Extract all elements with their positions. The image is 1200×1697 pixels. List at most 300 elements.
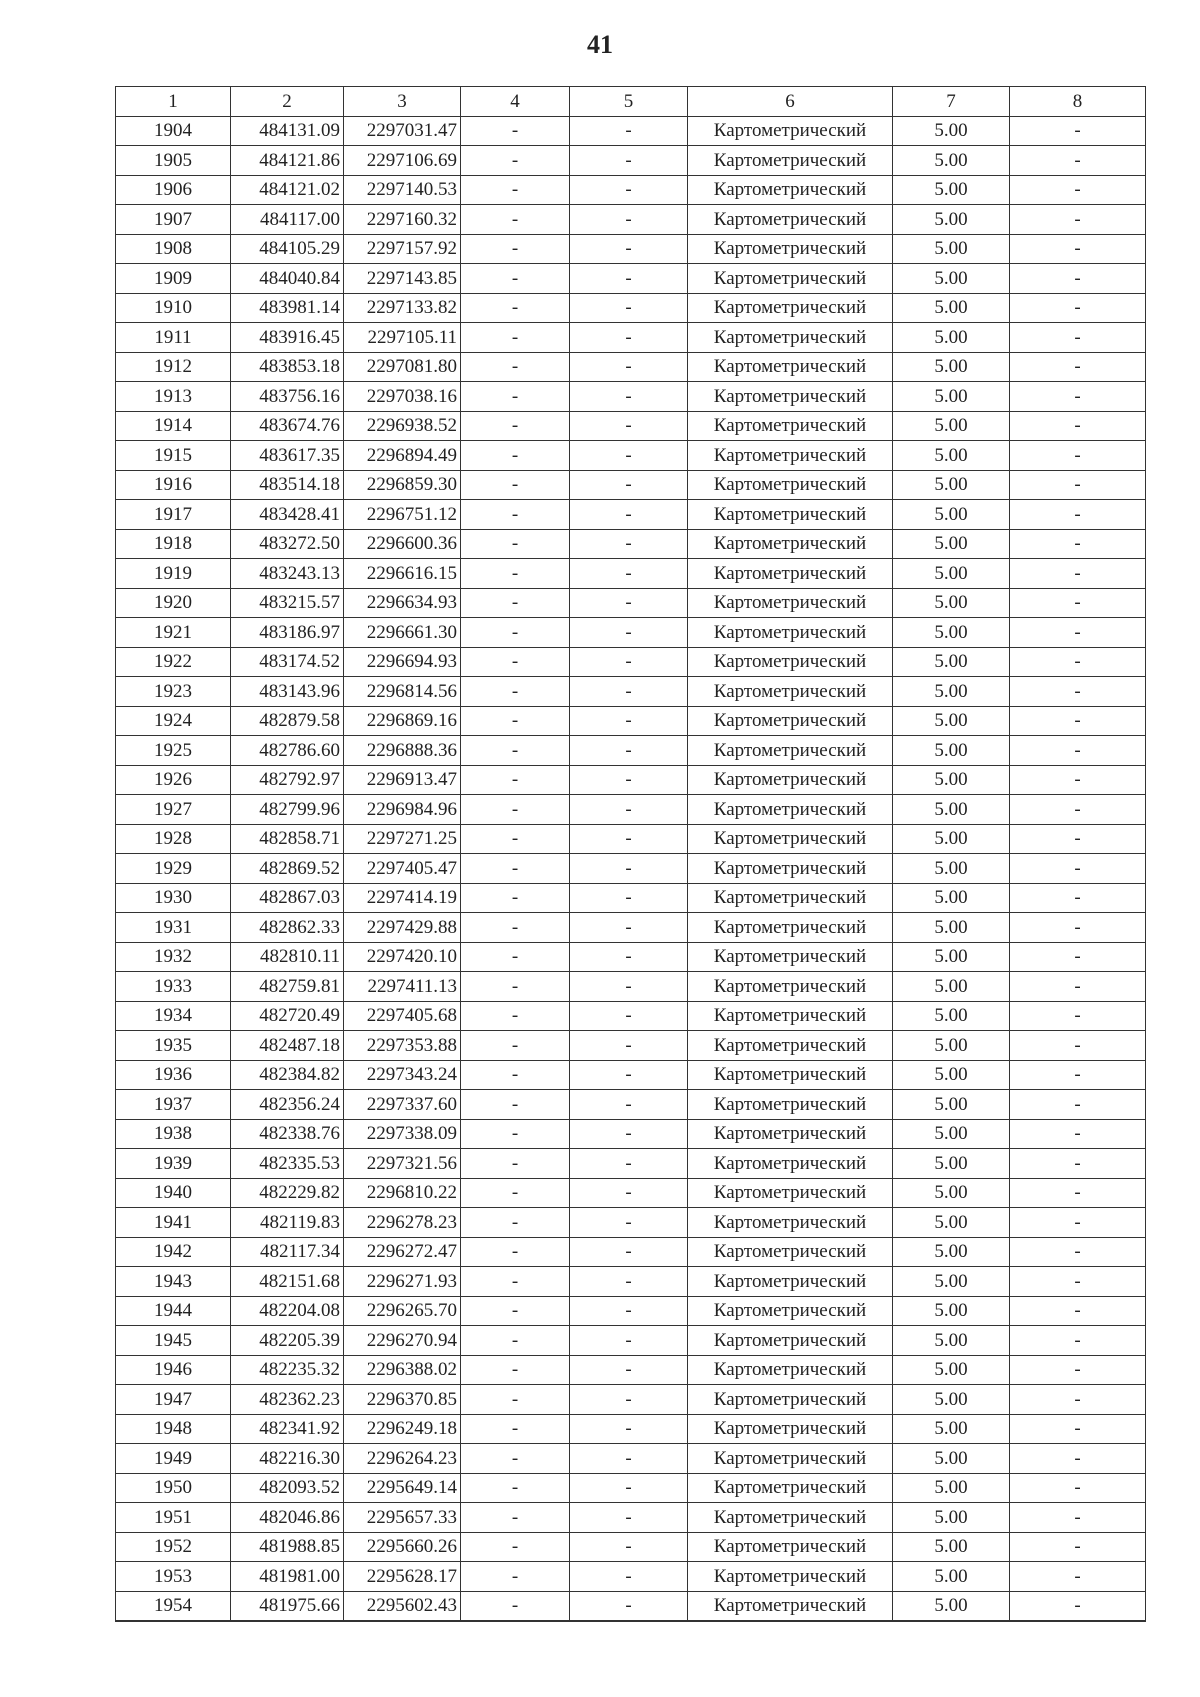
table-row xyxy=(116,1060,1146,1090)
table-row xyxy=(116,1149,1146,1179)
accuracy-cell: 5.00 xyxy=(893,500,1010,530)
accuracy-cell: 5.00 xyxy=(893,913,1010,943)
column-5-cell: - xyxy=(570,1267,688,1297)
method-cell: Картометрический xyxy=(688,205,893,235)
x-coordinate-cell: 483674.76 xyxy=(231,411,344,441)
y-coordinate-cell: 2297105.11 xyxy=(344,323,461,353)
method-cell: Картометрический xyxy=(688,942,893,972)
point-number-cell: 1911 xyxy=(116,323,231,353)
column-4-cell: - xyxy=(461,293,570,323)
column-8-cell: - xyxy=(1010,411,1146,441)
x-coordinate-cell: 482869.52 xyxy=(231,854,344,884)
accuracy-cell: 5.00 xyxy=(893,116,1010,146)
y-coordinate-cell: 2296661.30 xyxy=(344,618,461,648)
point-number-cell: 1937 xyxy=(116,1090,231,1120)
column-8-cell: - xyxy=(1010,441,1146,471)
x-coordinate-cell: 481981.00 xyxy=(231,1562,344,1592)
point-number-cell: 1936 xyxy=(116,1060,231,1090)
column-4-cell: - xyxy=(461,736,570,766)
x-coordinate-cell: 484040.84 xyxy=(231,264,344,294)
column-5-cell: - xyxy=(570,352,688,382)
column-4-cell: - xyxy=(461,854,570,884)
point-number-cell: 1904 xyxy=(116,116,231,146)
column-4-cell: - xyxy=(461,1237,570,1267)
table-row xyxy=(116,470,1146,500)
x-coordinate-cell: 482867.03 xyxy=(231,883,344,913)
column-5-cell: - xyxy=(570,824,688,854)
table-row xyxy=(116,677,1146,707)
accuracy-cell: 5.00 xyxy=(893,323,1010,353)
x-coordinate-cell: 483243.13 xyxy=(231,559,344,589)
x-coordinate-cell: 482792.97 xyxy=(231,765,344,795)
point-number-cell: 1926 xyxy=(116,765,231,795)
point-number-cell: 1920 xyxy=(116,588,231,618)
method-cell: Картометрический xyxy=(688,1208,893,1238)
column-8-cell: - xyxy=(1010,1060,1146,1090)
point-number-cell: 1944 xyxy=(116,1296,231,1326)
column-8-cell: - xyxy=(1010,1237,1146,1267)
accuracy-cell: 5.00 xyxy=(893,1591,1010,1621)
column-5-cell: - xyxy=(570,441,688,471)
point-number-cell: 1905 xyxy=(116,146,231,176)
method-cell: Картометрический xyxy=(688,1414,893,1444)
method-cell: Картометрический xyxy=(688,323,893,353)
table-row xyxy=(116,1326,1146,1356)
accuracy-cell: 5.00 xyxy=(893,706,1010,736)
table-row xyxy=(116,116,1146,146)
method-cell: Картометрический xyxy=(688,175,893,205)
x-coordinate-cell: 483981.14 xyxy=(231,293,344,323)
x-coordinate-cell: 482335.53 xyxy=(231,1149,344,1179)
table-row xyxy=(116,411,1146,441)
method-cell: Картометрический xyxy=(688,382,893,412)
method-cell: Картометрический xyxy=(688,1355,893,1385)
column-header: 4 xyxy=(461,87,570,117)
method-cell: Картометрический xyxy=(688,1562,893,1592)
column-5-cell: - xyxy=(570,529,688,559)
point-number-cell: 1950 xyxy=(116,1473,231,1503)
table-row xyxy=(116,588,1146,618)
method-cell: Картометрический xyxy=(688,1149,893,1179)
method-cell: Картометрический xyxy=(688,529,893,559)
column-8-cell: - xyxy=(1010,883,1146,913)
column-5-cell: - xyxy=(570,883,688,913)
column-8-cell: - xyxy=(1010,795,1146,825)
column-8-cell: - xyxy=(1010,529,1146,559)
column-5-cell: - xyxy=(570,116,688,146)
method-cell: Картометрический xyxy=(688,883,893,913)
column-8-cell: - xyxy=(1010,1149,1146,1179)
column-4-cell: - xyxy=(461,1267,570,1297)
column-5-cell: - xyxy=(570,264,688,294)
table-row xyxy=(116,706,1146,736)
accuracy-cell: 5.00 xyxy=(893,352,1010,382)
accuracy-cell: 5.00 xyxy=(893,529,1010,559)
y-coordinate-cell: 2296751.12 xyxy=(344,500,461,530)
column-8-cell: - xyxy=(1010,618,1146,648)
column-header: 8 xyxy=(1010,87,1146,117)
column-5-cell: - xyxy=(570,854,688,884)
column-4-cell: - xyxy=(461,1562,570,1592)
y-coordinate-cell: 2296278.23 xyxy=(344,1208,461,1238)
x-coordinate-cell: 482799.96 xyxy=(231,795,344,825)
column-8-cell: - xyxy=(1010,972,1146,1002)
x-coordinate-cell: 484105.29 xyxy=(231,234,344,264)
x-coordinate-cell: 482341.92 xyxy=(231,1414,344,1444)
column-4-cell: - xyxy=(461,264,570,294)
column-4-cell: - xyxy=(461,1503,570,1533)
table-row xyxy=(116,293,1146,323)
column-4-cell: - xyxy=(461,883,570,913)
y-coordinate-cell: 2297140.53 xyxy=(344,175,461,205)
column-4-cell: - xyxy=(461,146,570,176)
point-number-cell: 1952 xyxy=(116,1532,231,1562)
point-number-cell: 1947 xyxy=(116,1385,231,1415)
x-coordinate-cell: 482356.24 xyxy=(231,1090,344,1120)
column-8-cell: - xyxy=(1010,234,1146,264)
method-cell: Картометрический xyxy=(688,854,893,884)
x-coordinate-cell: 481988.85 xyxy=(231,1532,344,1562)
column-4-cell: - xyxy=(461,1031,570,1061)
table-row xyxy=(116,1503,1146,1533)
point-number-cell: 1907 xyxy=(116,205,231,235)
method-cell: Картометрический xyxy=(688,500,893,530)
column-8-cell: - xyxy=(1010,1326,1146,1356)
y-coordinate-cell: 2296984.96 xyxy=(344,795,461,825)
accuracy-cell: 5.00 xyxy=(893,1562,1010,1592)
column-8-cell: - xyxy=(1010,1090,1146,1120)
table-row xyxy=(116,618,1146,648)
column-5-cell: - xyxy=(570,942,688,972)
y-coordinate-cell: 2297343.24 xyxy=(344,1060,461,1090)
column-4-cell: - xyxy=(461,1060,570,1090)
column-4-cell: - xyxy=(461,1149,570,1179)
point-number-cell: 1912 xyxy=(116,352,231,382)
column-5-cell: - xyxy=(570,323,688,353)
column-4-cell: - xyxy=(461,1208,570,1238)
accuracy-cell: 5.00 xyxy=(893,175,1010,205)
x-coordinate-cell: 482338.76 xyxy=(231,1119,344,1149)
x-coordinate-cell: 482786.60 xyxy=(231,736,344,766)
column-5-cell: - xyxy=(570,1473,688,1503)
point-number-cell: 1917 xyxy=(116,500,231,530)
table-row xyxy=(116,942,1146,972)
accuracy-cell: 5.00 xyxy=(893,1414,1010,1444)
accuracy-cell: 5.00 xyxy=(893,411,1010,441)
column-8-cell: - xyxy=(1010,1562,1146,1592)
column-8-cell: - xyxy=(1010,824,1146,854)
y-coordinate-cell: 2295628.17 xyxy=(344,1562,461,1592)
column-4-cell: - xyxy=(461,913,570,943)
table-row xyxy=(116,883,1146,913)
y-coordinate-cell: 2297411.13 xyxy=(344,972,461,1002)
column-4-cell: - xyxy=(461,234,570,264)
table-row xyxy=(116,1473,1146,1503)
accuracy-cell: 5.00 xyxy=(893,1473,1010,1503)
column-4-cell: - xyxy=(461,677,570,707)
accuracy-cell: 5.00 xyxy=(893,972,1010,1002)
accuracy-cell: 5.00 xyxy=(893,146,1010,176)
table-row xyxy=(116,382,1146,412)
column-5-cell: - xyxy=(570,1090,688,1120)
y-coordinate-cell: 2297106.69 xyxy=(344,146,461,176)
column-5-cell: - xyxy=(570,382,688,412)
point-number-cell: 1948 xyxy=(116,1414,231,1444)
point-number-cell: 1922 xyxy=(116,647,231,677)
table-row xyxy=(116,1355,1146,1385)
column-5-cell: - xyxy=(570,234,688,264)
table-body xyxy=(116,87,1146,1622)
y-coordinate-cell: 2295657.33 xyxy=(344,1503,461,1533)
column-8-cell: - xyxy=(1010,765,1146,795)
column-8-cell: - xyxy=(1010,1001,1146,1031)
method-cell: Картометрический xyxy=(688,352,893,382)
method-cell: Картометрический xyxy=(688,1001,893,1031)
y-coordinate-cell: 2296270.94 xyxy=(344,1326,461,1356)
accuracy-cell: 5.00 xyxy=(893,1001,1010,1031)
column-8-cell: - xyxy=(1010,1267,1146,1297)
column-8-cell: - xyxy=(1010,175,1146,205)
column-5-cell: - xyxy=(570,1119,688,1149)
method-cell: Картометрический xyxy=(688,913,893,943)
x-coordinate-cell: 483174.52 xyxy=(231,647,344,677)
column-8-cell: - xyxy=(1010,500,1146,530)
x-coordinate-cell: 484121.02 xyxy=(231,175,344,205)
point-number-cell: 1915 xyxy=(116,441,231,471)
column-4-cell: - xyxy=(461,529,570,559)
column-5-cell: - xyxy=(570,1385,688,1415)
point-number-cell: 1939 xyxy=(116,1149,231,1179)
y-coordinate-cell: 2297353.88 xyxy=(344,1031,461,1061)
table-row xyxy=(116,824,1146,854)
column-8-cell: - xyxy=(1010,1178,1146,1208)
column-8-cell: - xyxy=(1010,293,1146,323)
column-4-cell: - xyxy=(461,1355,570,1385)
accuracy-cell: 5.00 xyxy=(893,588,1010,618)
column-4-cell: - xyxy=(461,1414,570,1444)
point-number-cell: 1923 xyxy=(116,677,231,707)
column-8-cell: - xyxy=(1010,1532,1146,1562)
x-coordinate-cell: 482810.11 xyxy=(231,942,344,972)
y-coordinate-cell: 2297157.92 xyxy=(344,234,461,264)
table-row xyxy=(116,1208,1146,1238)
method-cell: Картометрический xyxy=(688,1267,893,1297)
column-4-cell: - xyxy=(461,942,570,972)
point-number-cell: 1929 xyxy=(116,854,231,884)
accuracy-cell: 5.00 xyxy=(893,1208,1010,1238)
column-5-cell: - xyxy=(570,765,688,795)
x-coordinate-cell: 482204.08 xyxy=(231,1296,344,1326)
x-coordinate-cell: 483272.50 xyxy=(231,529,344,559)
accuracy-cell: 5.00 xyxy=(893,795,1010,825)
column-4-cell: - xyxy=(461,1001,570,1031)
y-coordinate-cell: 2297143.85 xyxy=(344,264,461,294)
point-number-cell: 1935 xyxy=(116,1031,231,1061)
x-coordinate-cell: 483514.18 xyxy=(231,470,344,500)
method-cell: Картометрический xyxy=(688,765,893,795)
method-cell: Картометрический xyxy=(688,1119,893,1149)
column-8-cell: - xyxy=(1010,1473,1146,1503)
point-number-cell: 1909 xyxy=(116,264,231,294)
column-8-cell: - xyxy=(1010,146,1146,176)
column-4-cell: - xyxy=(461,411,570,441)
y-coordinate-cell: 2296938.52 xyxy=(344,411,461,441)
point-number-cell: 1906 xyxy=(116,175,231,205)
method-cell: Картометрический xyxy=(688,1326,893,1356)
accuracy-cell: 5.00 xyxy=(893,1355,1010,1385)
table-row xyxy=(116,795,1146,825)
y-coordinate-cell: 2296264.23 xyxy=(344,1444,461,1474)
accuracy-cell: 5.00 xyxy=(893,1237,1010,1267)
column-5-cell: - xyxy=(570,1178,688,1208)
point-number-cell: 1949 xyxy=(116,1444,231,1474)
column-8-cell: - xyxy=(1010,1296,1146,1326)
y-coordinate-cell: 2297337.60 xyxy=(344,1090,461,1120)
column-5-cell: - xyxy=(570,1208,688,1238)
x-coordinate-cell: 482093.52 xyxy=(231,1473,344,1503)
method-cell: Картометрический xyxy=(688,795,893,825)
accuracy-cell: 5.00 xyxy=(893,1267,1010,1297)
point-number-cell: 1919 xyxy=(116,559,231,589)
table-row xyxy=(116,972,1146,1002)
accuracy-cell: 5.00 xyxy=(893,1503,1010,1533)
table-row xyxy=(116,500,1146,530)
point-number-cell: 1933 xyxy=(116,972,231,1002)
method-cell: Картометрический xyxy=(688,736,893,766)
column-5-cell: - xyxy=(570,205,688,235)
column-4-cell: - xyxy=(461,1385,570,1415)
y-coordinate-cell: 2297405.47 xyxy=(344,854,461,884)
table-row xyxy=(116,146,1146,176)
accuracy-cell: 5.00 xyxy=(893,1532,1010,1562)
accuracy-cell: 5.00 xyxy=(893,1149,1010,1179)
column-8-cell: - xyxy=(1010,205,1146,235)
table-row xyxy=(116,736,1146,766)
point-number-cell: 1924 xyxy=(116,706,231,736)
y-coordinate-cell: 2296814.56 xyxy=(344,677,461,707)
x-coordinate-cell: 482759.81 xyxy=(231,972,344,1002)
table-row xyxy=(116,441,1146,471)
accuracy-cell: 5.00 xyxy=(893,1326,1010,1356)
point-number-cell: 1925 xyxy=(116,736,231,766)
column-8-cell: - xyxy=(1010,942,1146,972)
accuracy-cell: 5.00 xyxy=(893,382,1010,412)
method-cell: Картометрический xyxy=(688,647,893,677)
column-5-cell: - xyxy=(570,706,688,736)
column-8-cell: - xyxy=(1010,323,1146,353)
table-row xyxy=(116,1237,1146,1267)
column-8-cell: - xyxy=(1010,736,1146,766)
x-coordinate-cell: 482720.49 xyxy=(231,1001,344,1031)
column-4-cell: - xyxy=(461,972,570,1002)
accuracy-cell: 5.00 xyxy=(893,618,1010,648)
column-8-cell: - xyxy=(1010,1591,1146,1621)
method-cell: Картометрический xyxy=(688,470,893,500)
y-coordinate-cell: 2296616.15 xyxy=(344,559,461,589)
y-coordinate-cell: 2296272.47 xyxy=(344,1237,461,1267)
column-4-cell: - xyxy=(461,795,570,825)
column-8-cell: - xyxy=(1010,1385,1146,1415)
y-coordinate-cell: 2297321.56 xyxy=(344,1149,461,1179)
y-coordinate-cell: 2297338.09 xyxy=(344,1119,461,1149)
column-4-cell: - xyxy=(461,1090,570,1120)
x-coordinate-cell: 484117.00 xyxy=(231,205,344,235)
table-row xyxy=(116,1532,1146,1562)
column-4-cell: - xyxy=(461,500,570,530)
point-number-cell: 1910 xyxy=(116,293,231,323)
method-cell: Картометрический xyxy=(688,677,893,707)
column-5-cell: - xyxy=(570,1001,688,1031)
accuracy-cell: 5.00 xyxy=(893,942,1010,972)
y-coordinate-cell: 2296859.30 xyxy=(344,470,461,500)
column-8-cell: - xyxy=(1010,588,1146,618)
column-8-cell: - xyxy=(1010,1119,1146,1149)
point-number-cell: 1938 xyxy=(116,1119,231,1149)
point-number-cell: 1953 xyxy=(116,1562,231,1592)
point-number-cell: 1943 xyxy=(116,1267,231,1297)
column-8-cell: - xyxy=(1010,264,1146,294)
column-8-cell: - xyxy=(1010,1031,1146,1061)
column-4-cell: - xyxy=(461,765,570,795)
y-coordinate-cell: 2296388.02 xyxy=(344,1355,461,1385)
method-cell: Картометрический xyxy=(688,824,893,854)
point-number-cell: 1921 xyxy=(116,618,231,648)
table-row xyxy=(116,765,1146,795)
column-5-cell: - xyxy=(570,175,688,205)
table-row xyxy=(116,175,1146,205)
accuracy-cell: 5.00 xyxy=(893,1296,1010,1326)
accuracy-cell: 5.00 xyxy=(893,1178,1010,1208)
column-5-cell: - xyxy=(570,618,688,648)
column-5-cell: - xyxy=(570,588,688,618)
accuracy-cell: 5.00 xyxy=(893,765,1010,795)
point-number-cell: 1951 xyxy=(116,1503,231,1533)
method-cell: Картометрический xyxy=(688,264,893,294)
x-coordinate-cell: 482229.82 xyxy=(231,1178,344,1208)
table-row xyxy=(116,647,1146,677)
y-coordinate-cell: 2297429.88 xyxy=(344,913,461,943)
column-5-cell: - xyxy=(570,1355,688,1385)
column-header: 6 xyxy=(688,87,893,117)
column-5-cell: - xyxy=(570,913,688,943)
table-row xyxy=(116,1444,1146,1474)
column-5-cell: - xyxy=(570,293,688,323)
point-number-cell: 1942 xyxy=(116,1237,231,1267)
table-row xyxy=(116,1296,1146,1326)
y-coordinate-cell: 2296600.36 xyxy=(344,529,461,559)
x-coordinate-cell: 482117.34 xyxy=(231,1237,344,1267)
y-coordinate-cell: 2296888.36 xyxy=(344,736,461,766)
method-cell: Картометрический xyxy=(688,441,893,471)
method-cell: Картометрический xyxy=(688,1090,893,1120)
column-8-cell: - xyxy=(1010,647,1146,677)
column-5-cell: - xyxy=(570,1149,688,1179)
point-number-cell: 1913 xyxy=(116,382,231,412)
table-row xyxy=(116,1178,1146,1208)
column-4-cell: - xyxy=(461,116,570,146)
method-cell: Картометрический xyxy=(688,559,893,589)
point-number-cell: 1941 xyxy=(116,1208,231,1238)
point-number-cell: 1916 xyxy=(116,470,231,500)
method-cell: Картометрический xyxy=(688,1591,893,1621)
accuracy-cell: 5.00 xyxy=(893,677,1010,707)
method-cell: Картометрический xyxy=(688,972,893,1002)
column-4-cell: - xyxy=(461,1326,570,1356)
column-5-cell: - xyxy=(570,1503,688,1533)
table-row xyxy=(116,1001,1146,1031)
point-number-cell: 1932 xyxy=(116,942,231,972)
column-8-cell: - xyxy=(1010,116,1146,146)
